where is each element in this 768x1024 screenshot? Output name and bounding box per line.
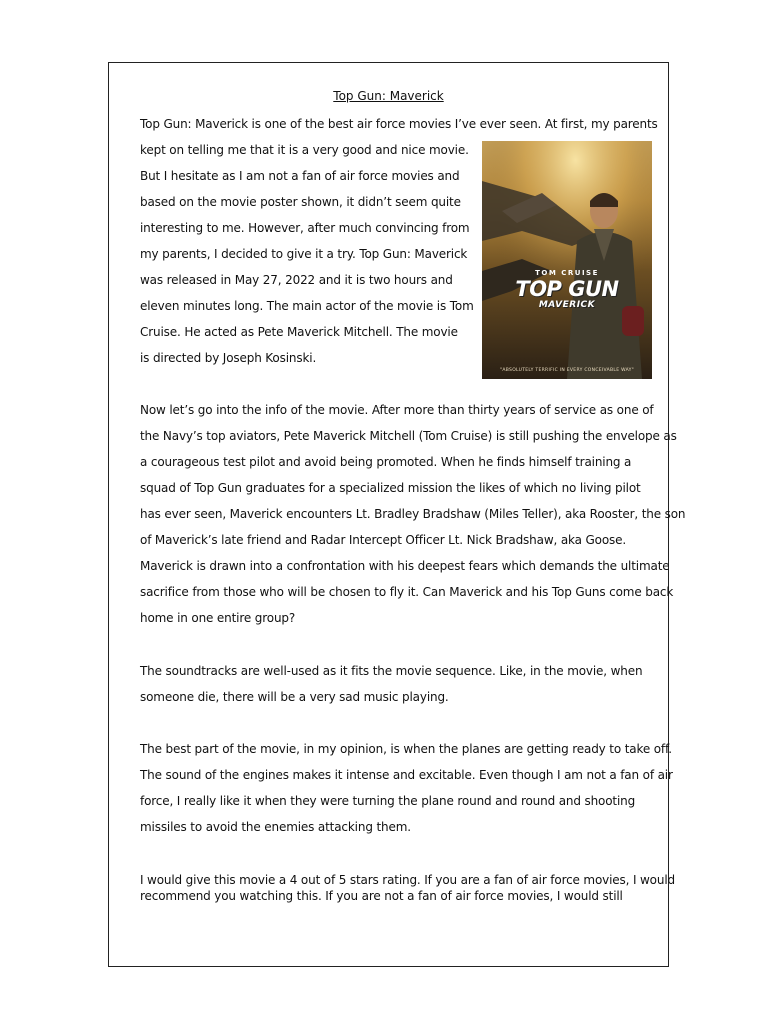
text-line: Top Gun: Maverick is one of the best air force movies I’ve ever seen. At first, my parents xyxy=(140,117,658,131)
text-line: based on the movie poster shown, it didn’t seem quite xyxy=(140,195,461,209)
text-line: The sound of the engines makes it intense and excitable. Even though I am not a fan of air xyxy=(140,768,673,782)
text-line: someone die, there will be a very sad music playing. xyxy=(140,690,449,704)
text-line: home in one entire group? xyxy=(140,611,296,625)
document-title: Top Gun: Maverick xyxy=(333,89,444,103)
poster-title: TOP GUN xyxy=(515,277,619,301)
text-line: The soundtracks are well-used as it fits the movie sequence. Like, in the movie, when xyxy=(140,664,643,678)
movie-poster-image xyxy=(482,141,652,379)
poster-subtitle: MAVERICK xyxy=(538,300,596,310)
text-line: The best part of the movie, in my opinion, is when the planes are getting ready to take off. xyxy=(140,742,672,756)
text-line: squad of Top Gun graduates for a specialized mission the likes of which no living pilot xyxy=(140,481,641,495)
text-line: Maverick is drawn into a confrontation with his deepest fears which demands the ultimate xyxy=(140,559,670,573)
text-line: Now let’s go into the info of the movie. After more than thirty years of service as one of xyxy=(140,403,654,417)
text-line: force, I really like it when they were turning the plane round and round and shooting xyxy=(140,794,636,808)
text-line: recommend you watching this. If you are not a fan of air force movies, I would still xyxy=(140,889,623,903)
poster-artwork xyxy=(482,141,652,379)
text-line: has ever seen, Maverick encounters Lt. Bradley Bradshaw (Miles Teller), aka Rooster, the son xyxy=(140,507,686,521)
text-line: missiles to avoid the enemies attacking them. xyxy=(140,820,411,834)
text-line: a courageous test pilot and avoid being promoted. When he finds himself training a xyxy=(140,455,632,469)
text-line: eleven minutes long. The main actor of the movie is Tom xyxy=(140,299,474,313)
text-line: I would give this movie a 4 out of 5 stars rating. If you are a fan of air force movies, I would xyxy=(140,873,675,887)
text-line: the Navy’s top aviators, Pete Maverick Mitchell (Tom Cruise) is still pushing the envelope as xyxy=(140,429,677,443)
text-line: is directed by Joseph Kosinski. xyxy=(140,351,317,365)
text-line: interesting to me. However, after much convincing from xyxy=(140,221,470,235)
text-line: kept on telling me that it is a very good and nice movie. xyxy=(140,143,469,157)
text-line: Cruise. He acted as Pete Maverick Mitchell. The movie xyxy=(140,325,458,339)
document-page xyxy=(108,62,686,967)
text-line: But I hesitate as I am not a fan of air force movies and xyxy=(140,169,460,183)
text-line: of Maverick’s late friend and Radar Intercept Officer Lt. Nick Bradshaw, aka Goose. xyxy=(140,533,627,547)
poster-actor-name: TOM CRUISE xyxy=(535,269,599,277)
text-line: was released in May 27, 2022 and it is two hours and xyxy=(140,273,453,287)
poster-quote: "ABSOLUTELY TERRIFIC IN EVERY CONCEIVABLE WAY" xyxy=(499,368,635,373)
text-line: my parents, I decided to give it a try. Top Gun: Maverick xyxy=(140,247,468,261)
text-line: sacrifice from those who will be chosen to fly it. Can Maverick and his Top Guns come back xyxy=(140,585,674,599)
